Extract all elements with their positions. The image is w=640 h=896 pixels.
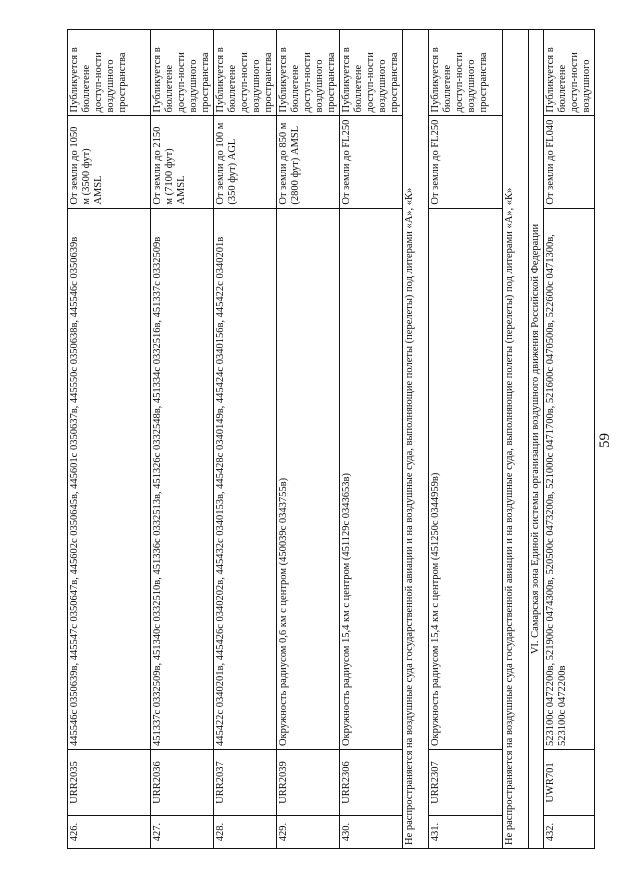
note-text: Не распространяется на воздушные суда государственной авиации и на воздушные суда, выполняющие полеты (перелеты) под литерами «А», «К» [403, 30, 429, 849]
row-number: 426. [68, 816, 151, 849]
note-row [403, 30, 429, 849]
publication-note: Публикуется в бюллетене доступ-ности воздушного пространства [151, 30, 214, 116]
restricted-areas-table [67, 29, 595, 849]
row-number: 427. [151, 816, 214, 849]
note-text: Не распространяется на воздушные суда государственной авиации и на воздушные суда, выполняющие полеты (перелеты) под литерами «А», «К» [503, 30, 529, 849]
publication-note: Публикуется в бюллетене доступ-ности воздушного пространства [340, 30, 403, 116]
table-row [214, 30, 277, 849]
area-code: URR2036 [151, 750, 214, 816]
publication-note: Публикуется в бюллетене доступ-ности воздушного [544, 30, 595, 116]
row-number: 430. [340, 816, 403, 849]
row-number: 431. [429, 816, 503, 849]
table-row [151, 30, 214, 849]
table-row [277, 30, 340, 849]
altitude-limits: От земли до FL250 [340, 116, 403, 208]
publication-note: Публикуется в бюллетене доступ-ности воздушного пространства [277, 30, 340, 116]
table-row [544, 30, 595, 849]
area-boundary: 523100с 0472200в, 521900с 0474300в, 520500с 0473200в, 521000с 0471700в, 521600с 0470500в, 522600с 0471300в, 523100с 0472200в [544, 208, 595, 749]
note-row [503, 30, 529, 849]
area-boundary: Окружность радиусом 15,4 км с центром (451129с 0343653в) [340, 208, 403, 749]
publication-note: Публикуется в бюллетене доступ-ности воздушного пространства [429, 30, 503, 116]
row-number: 428. [214, 816, 277, 849]
area-boundary: 451337с 0332509в, 451340с 0332510в, 451336с 0332513в, 451326с 0332548в, 451334с 0332516в, 451337с 0332509в [151, 208, 214, 749]
page-number: 59 [597, 433, 613, 448]
section-row [529, 30, 544, 849]
altitude-limits: От земли до 1050 м (3500 фут) AMSL [68, 116, 151, 208]
table-row [429, 30, 503, 849]
row-number: 432. [544, 816, 595, 849]
row-number: 429. [277, 816, 340, 849]
publication-note: Публикуется в бюллетене доступ-ности воздушного пространства [68, 30, 151, 116]
table-row [340, 30, 403, 849]
area-code: URR2307 [429, 750, 503, 816]
area-code: URR2037 [214, 750, 277, 816]
altitude-limits: От земли до FL250 [429, 116, 503, 208]
area-code: URR2039 [277, 750, 340, 816]
table-row [68, 30, 151, 849]
area-code: UWR701 [544, 750, 595, 816]
publication-note: Публикуется в бюллетене доступ-ности воздушного пространства [214, 30, 277, 116]
altitude-limits: От земли до 2150 м (7100 фут) AMSL [151, 116, 214, 208]
section-heading: VI. Самарская зона Единой системы организации воздушного движения Российской Федерации [529, 30, 544, 849]
area-code: URR2035 [68, 750, 151, 816]
area-boundary: 445546с 0350639в, 445547с 0350647в, 445602с 0350645в, 445601с 0350637в, 445550с 0350638в, 445546с 0350639в [68, 208, 151, 749]
altitude-limits: От земли до 100 м (350 фут) AGL [214, 116, 277, 208]
altitude-limits: От земли до FL040 [544, 116, 595, 208]
area-boundary: Окружность радиусом 15,4 км с центром (451250с 0344959в) [429, 208, 503, 749]
altitude-limits: От земли до 850 м (2800 фут) AMSL [277, 116, 340, 208]
area-boundary: 445422с 0340201в, 445426с 0340202в, 445432с 0340153в, 445428с 0340149в, 445424с 0340156в, 445422с 0340201в [214, 208, 277, 749]
area-boundary: Окружность радиусом 0,6 км с центром (450039с 0343755в) [277, 208, 340, 749]
area-code: URR2306 [340, 750, 403, 816]
